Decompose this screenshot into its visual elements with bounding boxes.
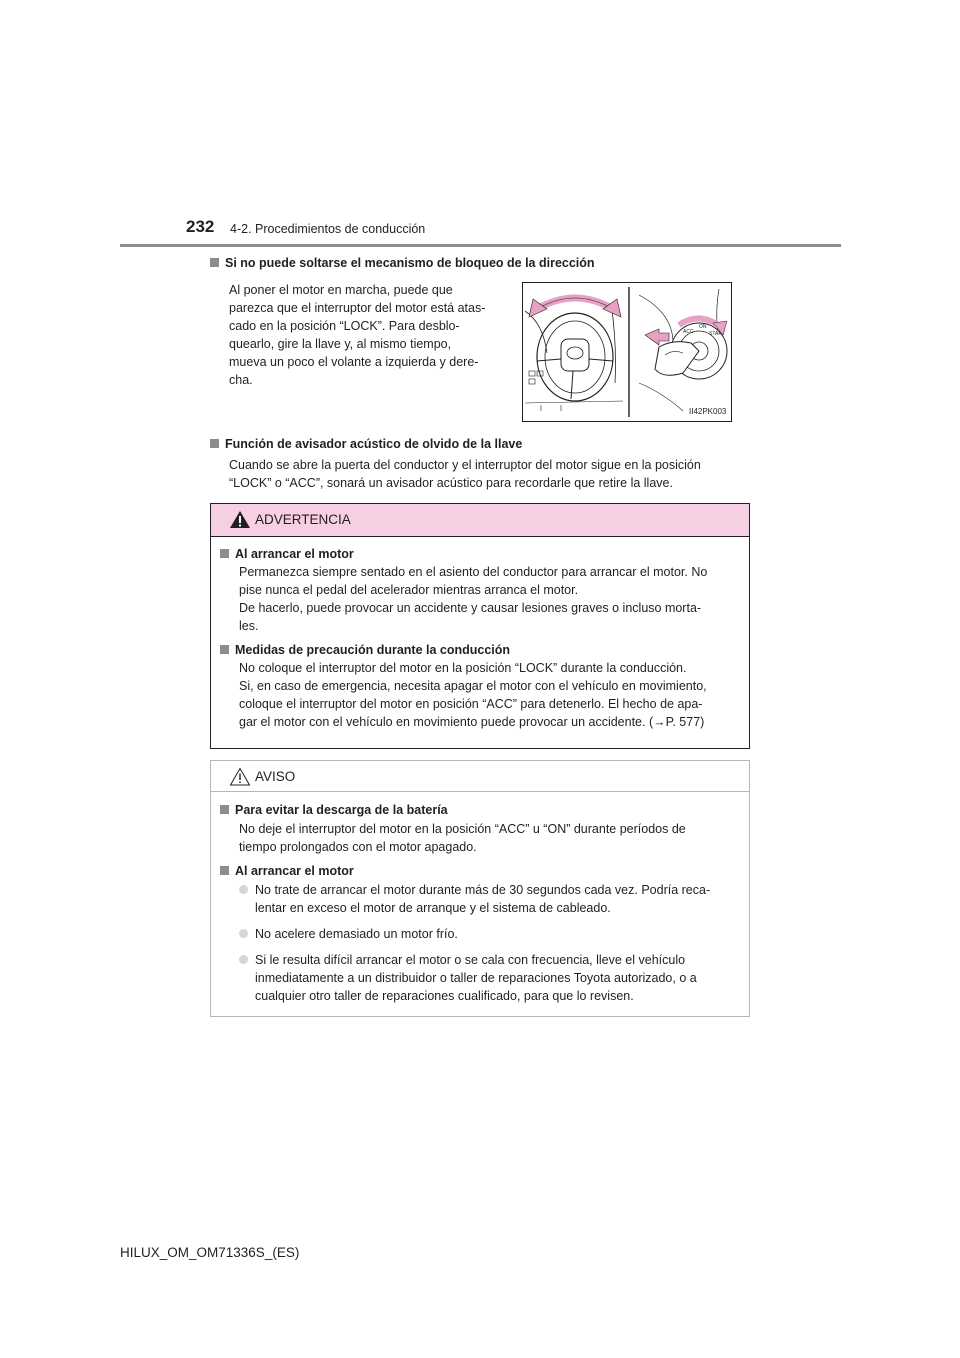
square-bullet-icon [210,258,219,267]
text-line: cado en la posición “LOCK”. Para desblo- [229,319,460,333]
text-line: inmediatamente a un distribuidor o taller de reparaciones Toyota autorizado, o a [255,971,697,985]
warning-header [211,504,749,537]
section1-paragraph [229,281,505,389]
text-line: lentar en exceso el motor de arranque y el sistema de cableado. [255,901,611,915]
notice-content [220,803,742,1005]
steering-lock-illustration [522,282,732,422]
text-line: mueva un poco el volante a izquierda y dere- [229,355,479,369]
steering-wheel-key-diagram [523,283,731,421]
warning-item1-text [220,563,742,635]
text-line: Permanezca siempre sentado en el asiento del conductor para arrancar el motor. No [239,565,708,579]
notice-item1-heading [220,803,742,817]
text-line: les. [239,619,259,633]
heading-text: Al arrancar el motor [235,547,354,561]
warning-item1-heading [220,547,742,561]
notice-item2-heading [220,864,742,878]
notice-item2-points [220,881,742,1005]
notice-box [210,760,750,1017]
list-item [239,881,742,917]
text-line: quearlo, gire la llave y, al mismo tiempo, [229,337,452,351]
warning-box [210,503,750,749]
text-line: No deje el interruptor del motor en la posición “ACC” u “ON” durante períodos de [239,822,686,836]
acc-label: ACC [683,329,694,335]
notice-item1-text [220,820,742,856]
heading-text: Medidas de precaución durante la conducción [235,643,511,657]
section2-heading [210,437,522,451]
section1-heading [210,256,595,270]
text-line: No coloque el interruptor del motor en la posición “LOCK” durante la conducción. [239,661,687,675]
circle-bullet-icon [239,885,248,894]
text-line: Al poner el motor en marcha, puede que [229,283,453,297]
square-bullet-icon [220,866,229,875]
text-line: No acelere demasiado un motor frío. [255,927,458,941]
text-line: tiempo prolongados con el motor apagado. [239,840,477,854]
text-line: cualquier otro taller de reparaciones cualificado, para que lo revisen. [255,989,634,1003]
text-line: No trate de arrancar el motor durante más de 30 segundos cada vez. Podría reca- [255,883,711,897]
warning-triangle-icon [229,510,251,529]
text-line: De hacerlo, puede provocar un accidente y causar lesiones graves o incluso morta- [239,601,702,615]
text-line: Si le resulta difícil arrancar el motor o se cala con frecuencia, lleve el vehículo [255,953,686,967]
header-rule [120,244,841,247]
figure-code: II42PK003 [689,407,727,416]
circle-bullet-icon [239,955,248,964]
heading-text: Para evitar la descarga de la batería [235,803,448,817]
text-line: cha. [229,373,253,387]
text-line: parezca que el interruptor del motor está atas- [229,301,486,315]
square-bullet-icon [220,805,229,814]
warning-item2-text [220,659,742,731]
text-line: pise nunca el pedal del acelerador mientras arranca el motor. [239,583,579,597]
warning-title: ADVERTENCIA [255,512,351,527]
push-arrow-icon [645,329,669,345]
section1-heading-text: Si no puede soltarse el mecanismo de bloqueo de la dirección [225,256,595,270]
list-item [239,925,742,943]
notice-header [211,761,749,792]
text-line: coloque el interruptor del motor en posición “ACC” para detenerlo. El hecho de apa- [239,697,703,711]
warning-content [220,547,742,731]
section2-paragraph [229,456,749,492]
section-title: 4-2. Procedimientos de conducción [230,222,426,236]
page-number: 232 [186,217,215,236]
square-bullet-icon [220,549,229,558]
document-id: HILUX_OM_OM71336S_(ES) [120,1245,300,1260]
square-bullet-icon [210,439,219,448]
text-line: gar el motor con el vehículo en movimiento puede provocar un accidente. (→P. 577) [239,715,705,729]
on-label: ON [699,324,707,330]
heading-text: Al arrancar el motor [235,864,354,878]
start-label: START [709,331,725,337]
notice-title: AVISO [255,769,296,784]
list-item [239,951,742,1005]
warning-item2-heading [220,643,742,657]
caution-outline-icon [229,767,251,786]
text-line: “LOCK” o “ACC”, sonará un avisador acústico para recordarle que retire la llave. [229,476,673,490]
text-line: Cuando se abre la puerta del conductor y el interruptor del motor sigue en la posición [229,458,701,472]
text-line: Si, en caso de emergencia, necesita apagar el motor con el vehículo en movimiento, [239,679,707,693]
section2-heading-text: Función de avisador acústico de olvido de la llave [225,437,523,451]
circle-bullet-icon [239,929,248,938]
square-bullet-icon [220,645,229,654]
